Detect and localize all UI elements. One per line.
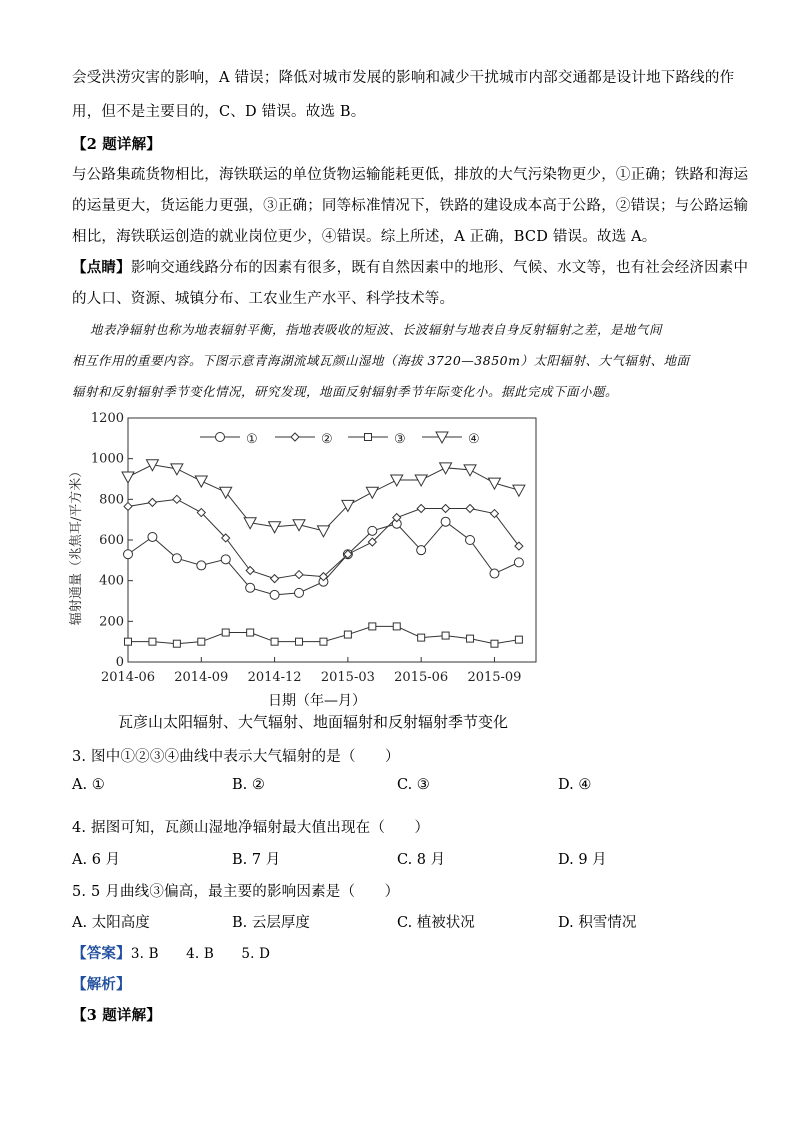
data-point-series-1 (368, 526, 377, 535)
data-point-series-1 (270, 590, 279, 599)
data-point-series-2 (124, 502, 132, 510)
data-point-series-1 (490, 569, 499, 578)
data-point-series-2 (173, 495, 181, 503)
data-point-series-2 (490, 510, 498, 518)
y-tick-label: 1200 (90, 411, 124, 426)
data-point-series-1 (466, 536, 475, 545)
q2-detail-line-3: 相比，海铁联运创造的就业岗位更少，④错误。综上所述，A 正确，BCD 错误。故选 A。 (72, 229, 657, 245)
data-point-series-3 (149, 638, 156, 645)
q2-detail-heading: 【2 题详解】 (72, 136, 162, 153)
data-point-series-3 (491, 640, 498, 647)
intro-line-1: 地表净辐射也称为地表辐射平衡，指地表吸收的短波、长波辐射与地表自身反射辐射之差，是地气间 (90, 322, 663, 337)
data-point-series-3 (418, 634, 425, 641)
x-axis-label: 日期（年—月） (268, 693, 366, 709)
q3-option-a[interactable]: A. ① (72, 777, 105, 793)
data-point-series-4 (269, 522, 281, 533)
radiation-line-chart (60, 400, 560, 710)
answer-text: 3. B 4. B 5. D (130, 946, 271, 962)
tip-line-1 (72, 256, 748, 277)
x-tick-label: 2014-12 (247, 670, 302, 685)
data-point-series-1 (441, 517, 450, 526)
data-point-series-3 (369, 623, 376, 630)
data-point-series-4 (171, 464, 183, 475)
intro-line-3: 辐射和反射辐射季节变化情况，研究发现，地面反射辐射季节年际变化小。据此完成下面小题。 (72, 384, 619, 399)
data-point-series-4 (513, 485, 525, 496)
q4-option-b[interactable]: B. 7 月 (232, 852, 281, 868)
data-point-series-1 (246, 583, 255, 592)
analysis-heading: 【解析】 (72, 976, 131, 993)
tip-heading: 【点睛】 (72, 259, 131, 276)
legend-label-1: ① (246, 432, 258, 447)
intro-line-2: 相互作用的重要内容。下图示意青海湖流域瓦颜山湿地（海拔 3720—3850m）太阳辐射、大气辐射、地面 (72, 353, 690, 368)
data-point-series-2 (515, 542, 523, 550)
data-point-series-2 (442, 504, 450, 512)
legend-marker-2 (291, 433, 299, 441)
legend-label-4: ④ (468, 432, 480, 447)
q3-option-d[interactable]: D. ④ (558, 777, 592, 793)
data-point-series-1 (124, 550, 133, 559)
data-point-series-4 (195, 476, 207, 487)
data-point-series-3 (222, 629, 229, 636)
data-point-series-1 (148, 532, 157, 541)
legend-marker-1 (216, 433, 225, 442)
data-point-series-4 (220, 487, 232, 498)
data-point-series-3 (344, 631, 351, 638)
tip-line-2: 的人口、资源、城镇分布、工农业生产水平、科学技术等。 (72, 291, 455, 307)
q4-option-a[interactable]: A. 6 月 (72, 852, 121, 868)
legend-marker-3 (365, 434, 372, 441)
data-point-series-4 (488, 478, 500, 489)
q3-option-c[interactable]: C. ③ (397, 777, 430, 793)
svg-text:辐射通量（兆焦耳/平方米）: 辐射通量（兆焦耳/平方米） (69, 464, 84, 626)
data-point-series-2 (466, 504, 474, 512)
q5-stem: 5. 5 月曲线③偏高，最主要的影响因素是（ ） (72, 884, 400, 900)
x-tick-label: 2014-09 (174, 670, 229, 685)
q5-option-a[interactable]: A. 太阳高度 (72, 915, 150, 931)
legend-label-2: ② (321, 432, 333, 447)
data-point-series-2 (295, 571, 303, 579)
data-point-series-3 (173, 640, 180, 647)
data-point-series-1 (172, 554, 181, 563)
q4-option-d[interactable]: D. 9 月 (558, 852, 607, 868)
data-point-series-3 (247, 629, 254, 636)
y-tick-label: 400 (99, 573, 124, 589)
q5-option-c[interactable]: C. 植被状况 (397, 915, 475, 931)
x-tick-label: 2014-06 (100, 670, 156, 685)
q4-option-c[interactable]: C. 8 月 (397, 852, 446, 868)
q2-detail-line-1: 与公路集疏货物相比，海铁联运的单位货物运输能耗更低，排放的大气污染物更少，①正确；铁路和海运 (72, 167, 749, 183)
data-point-series-3 (393, 623, 400, 630)
data-point-series-4 (366, 487, 378, 498)
data-point-series-3 (442, 632, 449, 639)
data-point-series-1 (221, 555, 230, 564)
q3-detail-heading: 【3 题详解】 (72, 1007, 162, 1024)
q2-detail-line-2: 的运量更大，货运能力更强，③正确；同等标准情况下，铁路的建设成本高于公路，②错误；与公路运输 (72, 198, 749, 214)
data-point-series-3 (467, 635, 474, 642)
data-point-series-1 (417, 546, 426, 555)
answer-line (72, 942, 270, 963)
y-tick-label: 1000 (90, 451, 124, 467)
legend-label-3: ③ (394, 432, 406, 447)
y-tick-label: 0 (115, 655, 124, 670)
tip-text-1: 影响交通线路分布的因素有很多，既有自然因素中的地形、气候、水文等，也有社会经济因素中 (130, 260, 749, 276)
data-point-series-1 (197, 561, 206, 570)
data-point-series-3 (320, 638, 327, 645)
q5-option-d[interactable]: D. 积雪情况 (558, 915, 637, 931)
answer-heading: 【答案】 (72, 945, 131, 962)
y-tick-label: 600 (99, 533, 124, 548)
series-line-2 (128, 499, 519, 578)
x-tick-label: 2015-06 (394, 670, 449, 685)
data-point-series-2 (148, 498, 156, 506)
data-point-series-1 (295, 588, 304, 597)
data-point-series-3 (125, 638, 132, 645)
data-point-series-4 (317, 526, 329, 537)
data-point-series-4 (122, 472, 134, 483)
y-tick-label: 800 (99, 492, 124, 508)
q3-stem: 3. 图中①②③④曲线中表示大气辐射的是（ ） (72, 749, 400, 765)
prev-answer-line-2: 用，但不是主要目的，C、D 错误。故选 B。 (72, 104, 366, 120)
q3-option-b[interactable]: B. ② (232, 777, 265, 793)
series-line-4 (128, 465, 519, 531)
x-tick-label: 2015-09 (467, 670, 522, 685)
x-tick-label: 2015-03 (320, 670, 375, 685)
data-point-series-3 (271, 638, 278, 645)
y-axis-label (68, 465, 84, 625)
chart-caption: 瓦彦山太阳辐射、大气辐射、地面辐射和反射辐射季节变化 (118, 713, 509, 731)
data-point-series-2 (271, 575, 279, 583)
data-point-series-3 (296, 638, 303, 645)
prev-answer-line-1: 会受洪涝灾害的影响，A 错误；降低对城市发展的影响和减少干扰城市内部交通都是设计地下路线的作 (72, 70, 735, 86)
data-point-series-3 (198, 638, 205, 645)
y-tick-label: 200 (99, 614, 124, 630)
data-point-series-4 (464, 465, 476, 476)
q4-stem: 4. 据图可知，瓦颜山湿地净辐射最大值出现在（ ） (72, 820, 430, 836)
data-point-series-2 (246, 567, 254, 575)
data-point-series-3 (515, 636, 522, 643)
q5-option-b[interactable]: B. 云层厚度 (232, 915, 310, 931)
data-point-series-1 (514, 558, 523, 567)
data-point-series-2 (417, 504, 425, 512)
